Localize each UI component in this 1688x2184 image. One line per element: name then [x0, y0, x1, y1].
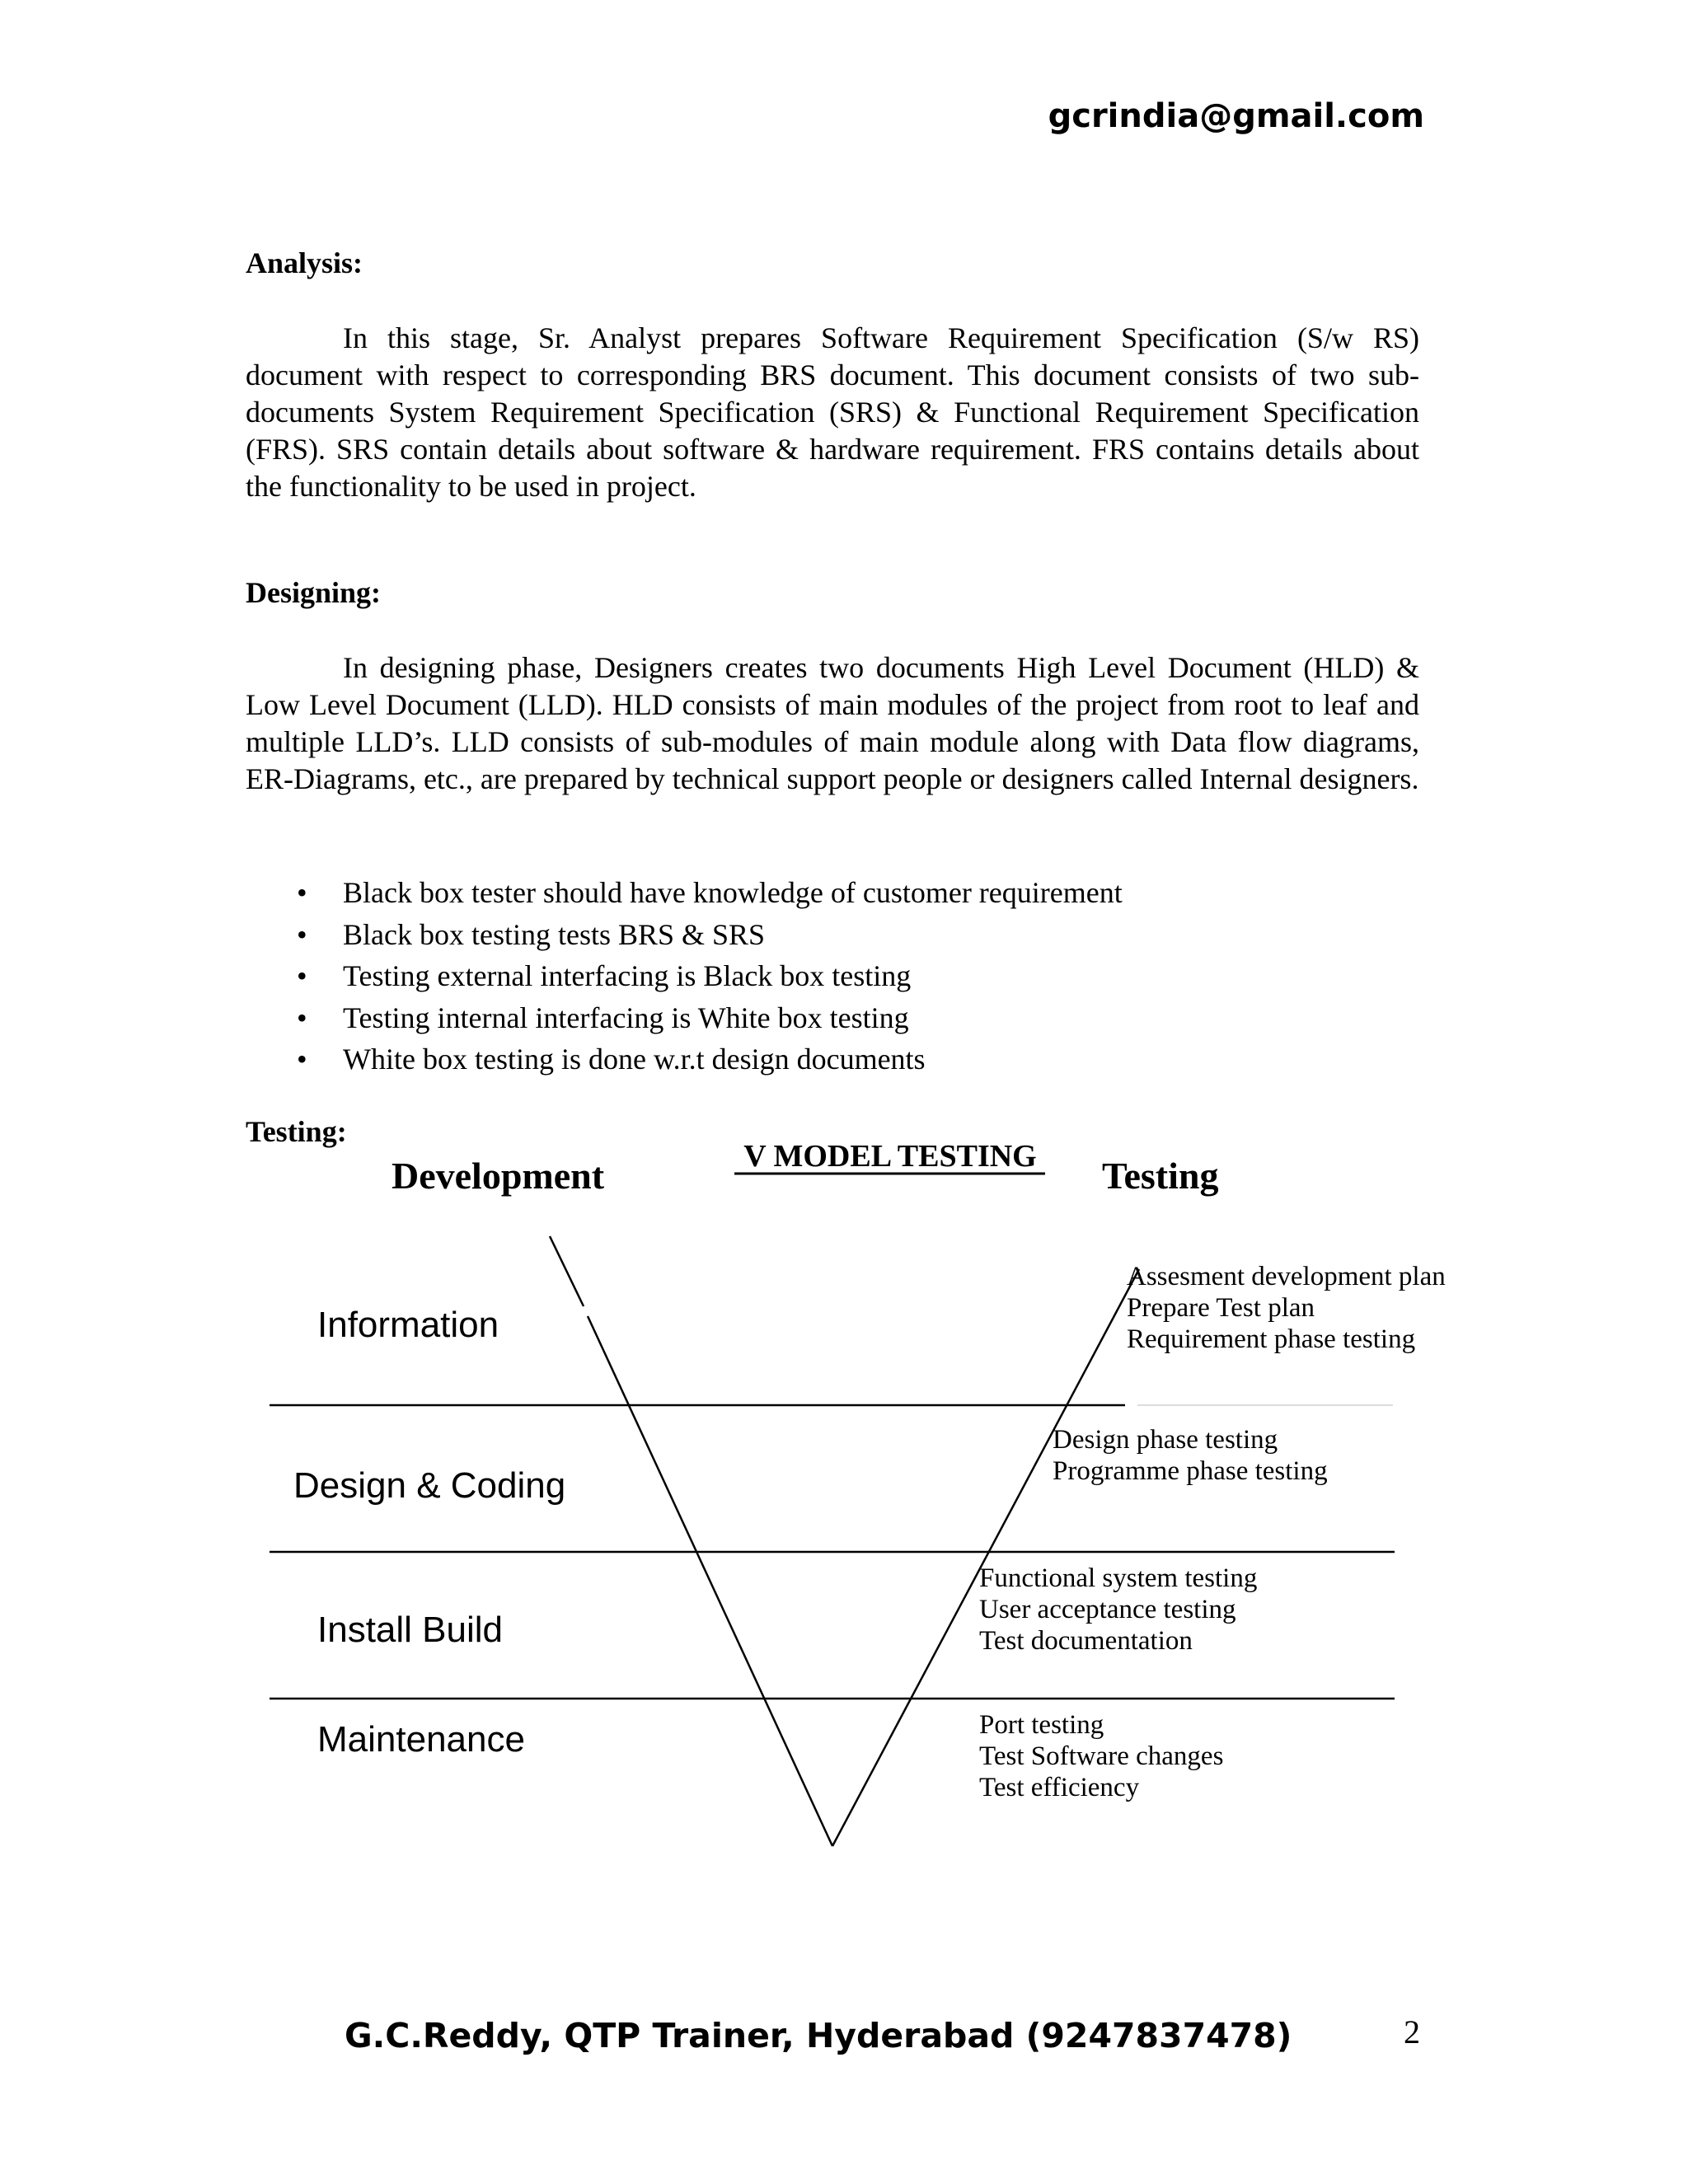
activity-text: Port testing [979, 1710, 1104, 1740]
bullet-icon: • [297, 917, 307, 951]
bullet-text: Black box testing tests BRS & SRS [343, 917, 766, 951]
activities-maintenance [979, 1710, 1223, 1802]
activity-text: Prepare Test plan [1127, 1293, 1315, 1323]
activity-text: Test efficiency [979, 1773, 1140, 1802]
analysis-heading: Analysis: [246, 246, 363, 279]
designing-heading: Designing: [246, 576, 382, 609]
activity-text: User acceptance testing [979, 1595, 1236, 1624]
activities-design-coding [1053, 1425, 1328, 1486]
bullet-icon: • [297, 1043, 307, 1076]
bullet-item [246, 1038, 1123, 1080]
activity-text: Design phase testing [1053, 1425, 1278, 1455]
footer-text: G.C.Reddy, QTP Trainer, Hyderabad (9247837478) [345, 2016, 1292, 2055]
bullet-item [246, 914, 1123, 956]
bullet-icon: • [297, 959, 307, 992]
activity-text: Assesment development plan [1127, 1262, 1446, 1291]
phase-design-coding: Design & Coding [293, 1465, 566, 1506]
activity-text: Functional system testing [979, 1563, 1258, 1593]
bullet-item [246, 872, 1123, 914]
testing-header: Testing [1102, 1155, 1219, 1197]
v-left-arm-segment [550, 1236, 584, 1306]
v-left-arm [588, 1316, 832, 1846]
page-number: 2 [1404, 2013, 1420, 2050]
activity-text: Test Software changes [979, 1741, 1224, 1771]
activities-information [1127, 1262, 1446, 1354]
activity-text: Test documentation [979, 1626, 1193, 1656]
analysis-paragraph [246, 320, 1419, 505]
bullet-text: Black box tester should have knowledge of customer requirement [343, 876, 1123, 909]
bullet-item [246, 955, 1123, 997]
phase-information: Information [317, 1305, 499, 1345]
v-model-title: V MODEL TESTING [743, 1139, 1037, 1174]
v-model-diagram [0, 1137, 1688, 1879]
bullet-item [246, 997, 1123, 1039]
designing-paragraph [246, 649, 1419, 798]
designing-paragraph-text: In designing phase, Designers creates two documents High Level Document (HLD) & Low Level Document (LLD). HLD consists of main modules of the project from root to leaf and multiple LLD’s. LLD consists of sub-modules of main module along with Data flow diagrams, ER-Diagrams, etc., are prepared by technical support people or designers called Internal designers. [246, 651, 1419, 795]
designing-bullet-list [246, 872, 1123, 1080]
phase-install-build: Install Build [317, 1610, 504, 1650]
analysis-paragraph-text: In this stage, Sr. Analyst prepares Software Requirement Specification (S/w RS) document with respect to corresponding BRS document. This document consists of two sub-documents System Requirement Specification (SRS) & Functional Requirement Specification (FRS). SRS contain details about software & hardware requirement. FRS contains details about the functionality to be used in project. [246, 321, 1419, 503]
header-email: gcrindia@gmail.com [1048, 97, 1424, 135]
development-header: Development [392, 1155, 605, 1197]
phase-maintenance: Maintenance [317, 1719, 525, 1760]
bullet-text: Testing internal interfacing is White box testing [343, 1001, 909, 1034]
activity-text: Programme phase testing [1053, 1456, 1328, 1486]
bullet-icon: • [297, 876, 307, 909]
bullet-icon: • [297, 1001, 307, 1034]
testing-heading: Testing: [246, 1115, 347, 1148]
activity-text: Requirement phase testing [1127, 1324, 1416, 1354]
activities-install-build [979, 1563, 1257, 1656]
bullet-text: White box testing is done w.r.t design documents [343, 1043, 926, 1076]
bullet-text: Testing external interfacing is Black box testing [343, 959, 912, 992]
